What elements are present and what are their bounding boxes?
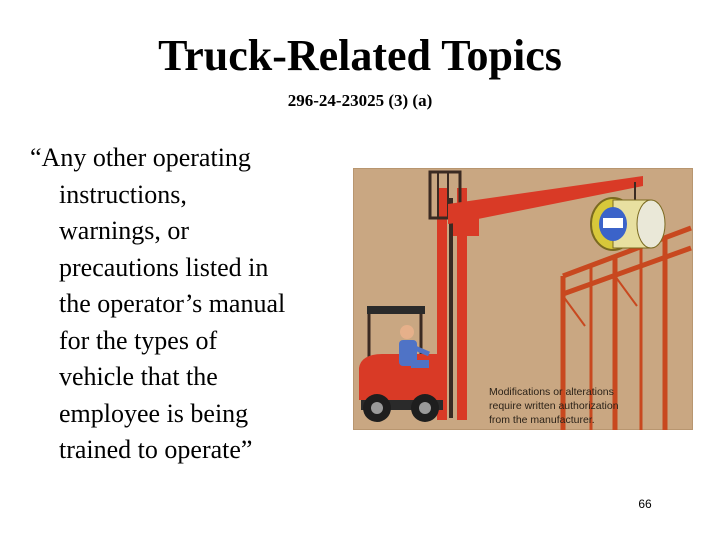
photo-caption-line: from the manufacturer. (489, 414, 595, 426)
photo-caption-line: Modifications or alterations (489, 386, 614, 398)
quote-line: for the types of (59, 325, 218, 355)
quote-line: vehicle that the (59, 362, 218, 391)
quote-line: trained to operate” (59, 435, 253, 464)
suspended-load (591, 198, 665, 250)
quote-line: the operator’s manual (59, 289, 286, 318)
slide-title: Truck-Related Topics (158, 31, 562, 80)
quote-line: instructions, (59, 179, 187, 209)
quote-line: “Any other operating (30, 143, 251, 172)
quote-line: employee is being (59, 398, 249, 428)
slide-subtitle: 296-24-23025 (3) (a) (287, 91, 433, 110)
page-number: 66 (638, 497, 652, 511)
quote-line: precautions listed in (59, 252, 269, 282)
forklift-photo (353, 168, 693, 430)
photo-caption-line: require written authorization (489, 400, 619, 412)
quote-text (30, 140, 350, 469)
quote-line: warnings, or (59, 216, 189, 245)
